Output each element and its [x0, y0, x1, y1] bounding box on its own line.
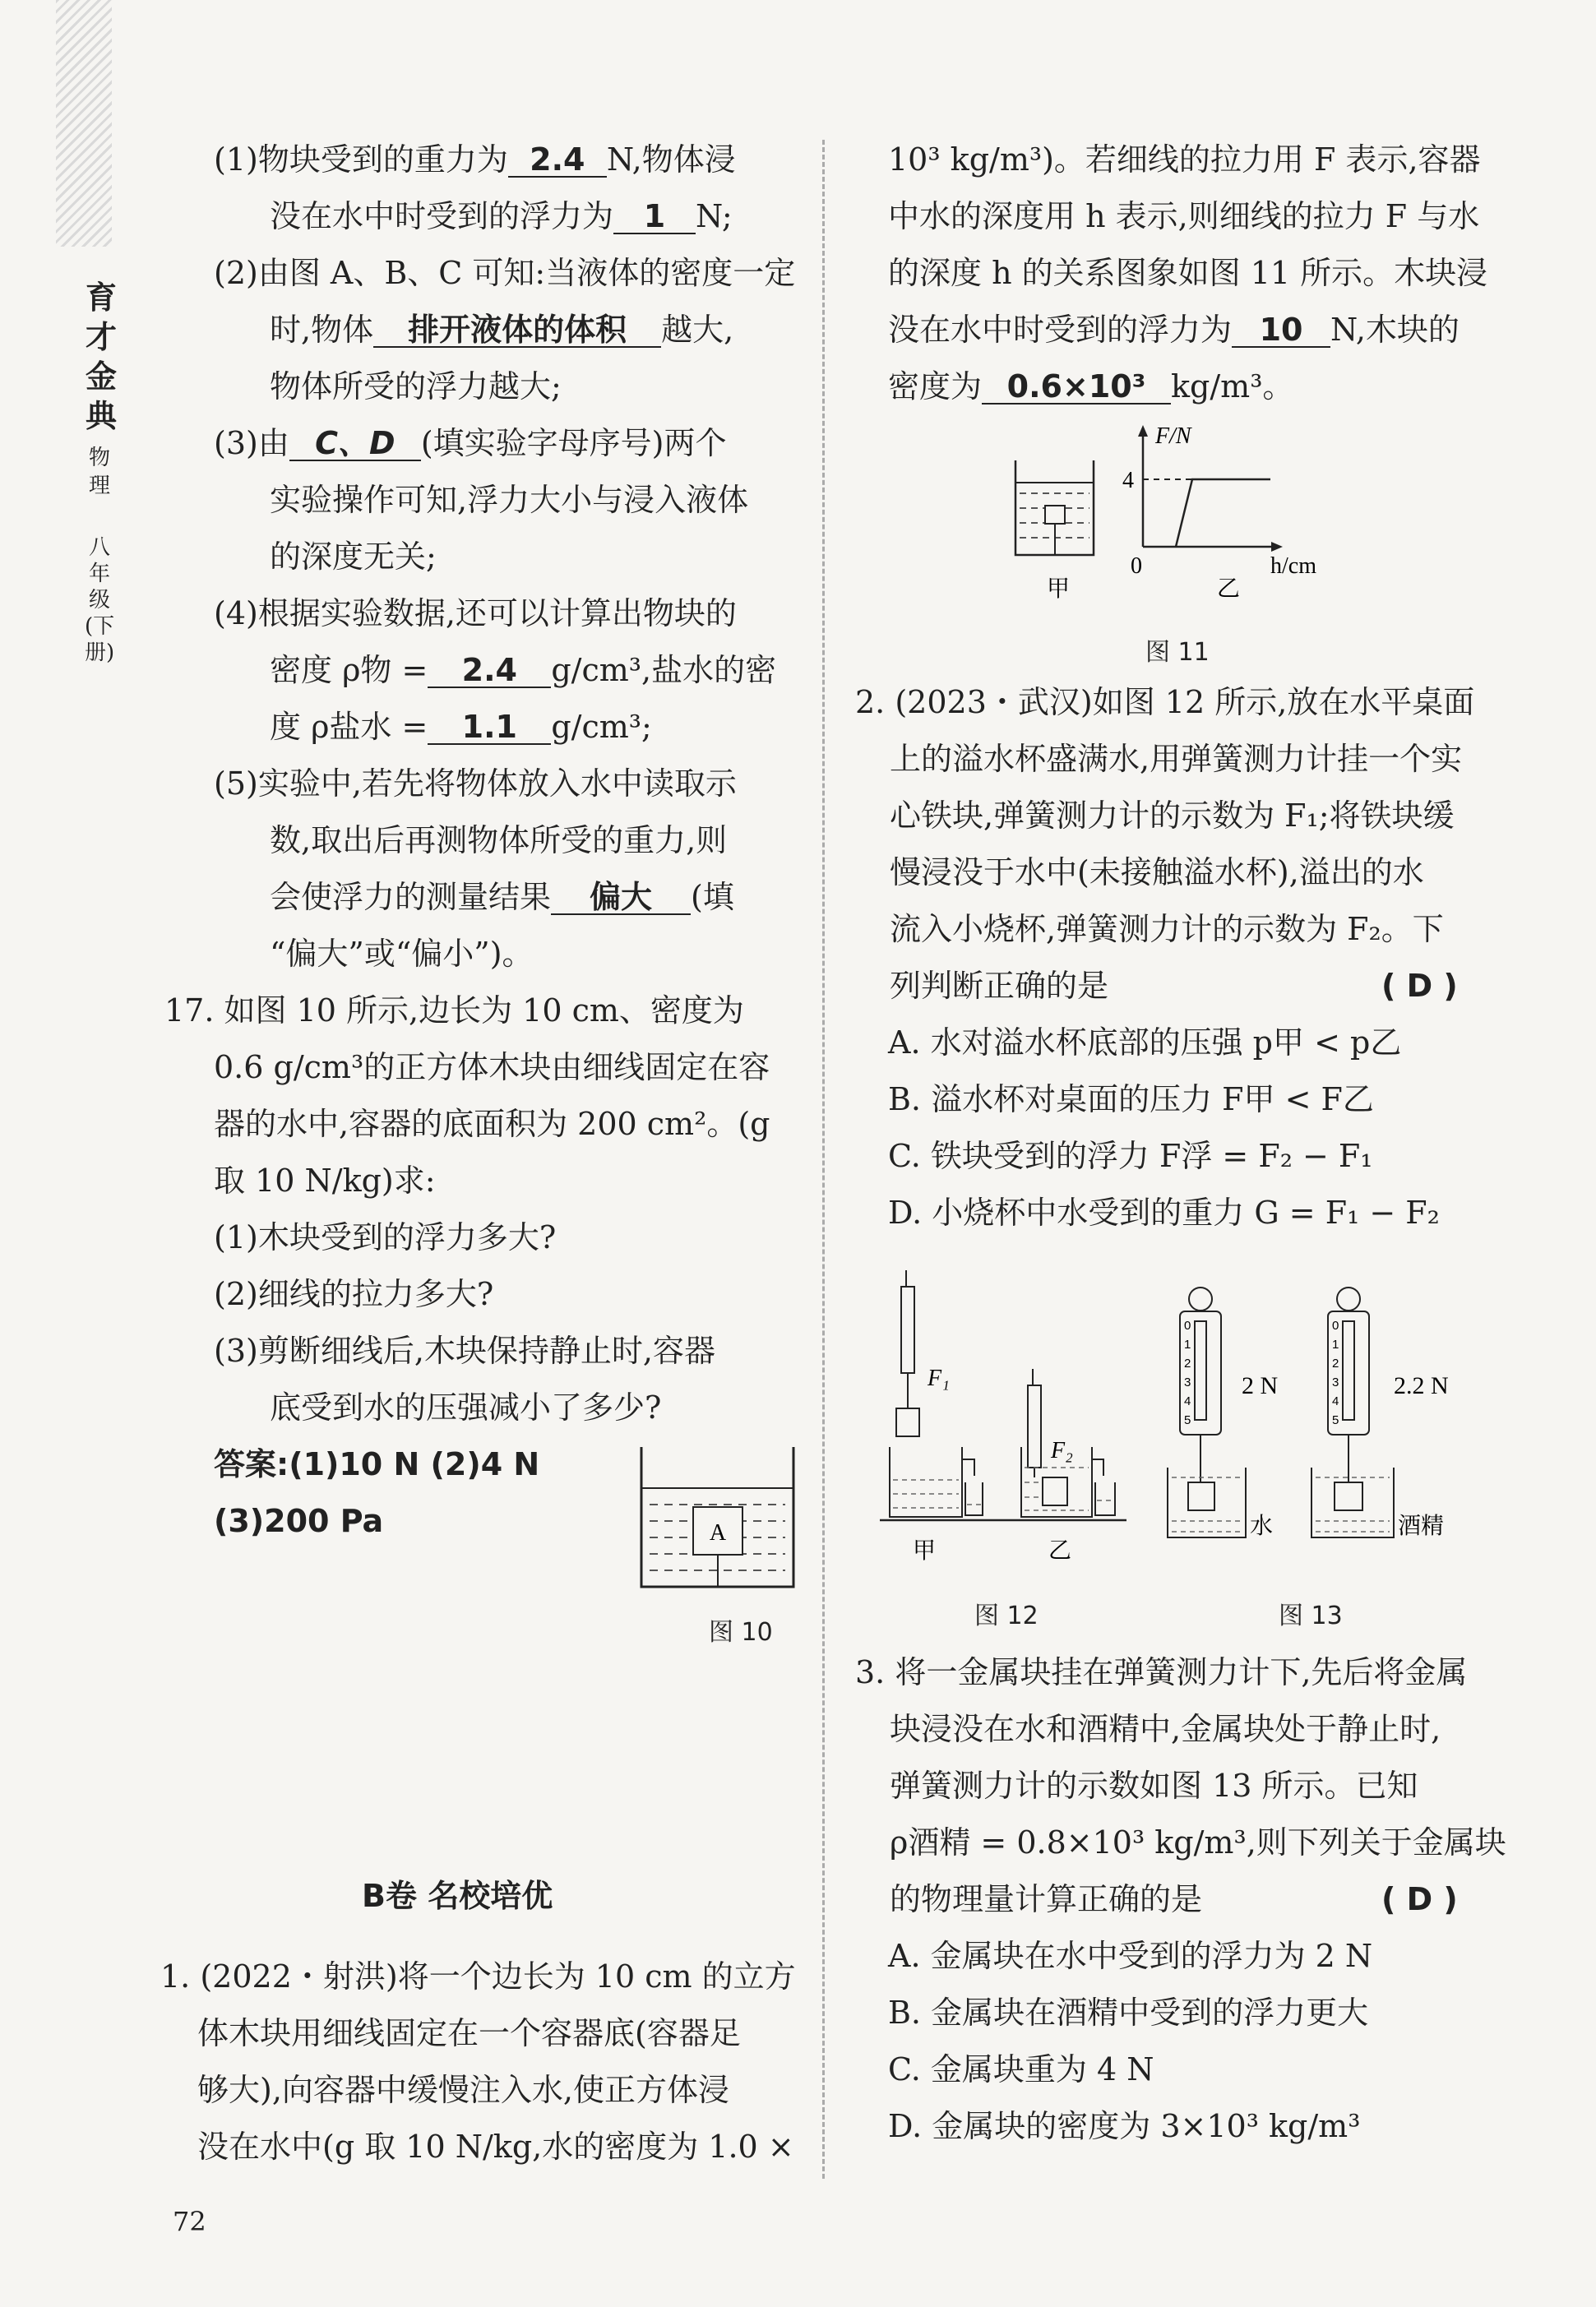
figure-10-caption: 图 10	[709, 1618, 773, 1647]
text: N;	[696, 198, 733, 234]
tick: 0	[1184, 1319, 1191, 1333]
q16-line: 实验操作可知,浮力大小与浸入液体	[270, 482, 749, 518]
q16-line: 的深度无关;	[270, 539, 437, 575]
tick: 5	[1332, 1413, 1339, 1427]
b2-option: B. 溢水杯对桌面的压力 F甲 < F乙	[888, 1081, 1374, 1117]
reading-water: 2 N	[1242, 1372, 1279, 1399]
b2-option: A. 水对溢水杯底部的压强 p甲 < p乙	[888, 1024, 1402, 1061]
spout-1	[962, 1459, 974, 1476]
text: 的物理量计算正确的是	[890, 1881, 1203, 1917]
overflow-cup-1	[890, 1447, 962, 1517]
text: N,物体浸	[606, 141, 736, 178]
sidebar-brand: 育才金典	[85, 279, 117, 434]
scale-ticks-1	[1184, 1319, 1191, 1427]
sidebar-subject: 物理	[88, 446, 110, 498]
scale-ticks-2	[1332, 1319, 1339, 1427]
f2-label: F₂	[1051, 1438, 1073, 1463]
b1-line: 中水的深度用 h 表示,则细线的拉力 F 与水	[888, 198, 1480, 234]
answer-blank: 1	[613, 200, 696, 234]
b2-answer: ( D )	[1381, 968, 1458, 1004]
small-beaker-2	[1095, 1482, 1115, 1515]
b3-line	[855, 1871, 1529, 1928]
scale-slot-2	[1343, 1321, 1354, 1420]
text: (3)由	[214, 425, 289, 461]
f1-label: F₁	[928, 1366, 950, 1391]
ring-1	[1189, 1288, 1212, 1311]
answer-blank: 1.1	[428, 710, 551, 745]
sub-label-right: 乙	[1217, 575, 1241, 602]
q17-answer: 答案:(1)10 N (2)4 N	[214, 1446, 540, 1482]
text: (填	[691, 879, 734, 915]
scale-slot-1	[1195, 1321, 1206, 1420]
b2-option: D. 小烧杯中水受到的重力 G = F₁ − F₂	[888, 1195, 1440, 1231]
tick: 2	[1184, 1357, 1191, 1371]
y-label: F/N	[1155, 423, 1191, 449]
b1-line: 体木块用细线固定在一个容器底(容器足	[197, 2015, 741, 2051]
tick: 1	[1184, 1338, 1191, 1352]
q16-line	[164, 642, 806, 699]
tick: 3	[1184, 1375, 1191, 1389]
q17-line: (3)剪断细线后,木块保持静止时,容器	[214, 1333, 715, 1369]
answer-blank: 0.6×10³	[982, 370, 1171, 405]
figure-13-caption: 图 13	[1279, 1602, 1343, 1630]
q17-line: 取 10 N/kg)求:	[214, 1163, 436, 1199]
page-number: 72	[173, 2206, 206, 2237]
text: (填实验字母序号)两个	[420, 425, 727, 461]
tick: 5	[1184, 1413, 1191, 1427]
answer-blank: 偏大	[551, 881, 691, 915]
spout-2	[1092, 1459, 1103, 1476]
sub-label-left: 甲	[913, 1537, 937, 1564]
text: 度 ρ盐水 =	[270, 709, 428, 745]
text: kg/m³。	[1171, 368, 1294, 405]
figure-13	[1155, 1270, 1484, 1583]
right-column-q3	[855, 1644, 1529, 2155]
spring-scale-2	[1028, 1385, 1041, 1468]
figure-12	[880, 1270, 1126, 1583]
text: 密度 ρ物 =	[270, 652, 428, 688]
q16-line: 数,取出后再测物体所受的重力,则	[270, 822, 728, 858]
b3-line: ρ酒精 = 0.8×10³ kg/m³,则下列关于金属块	[890, 1824, 1506, 1861]
iron-block-2	[1043, 1477, 1067, 1505]
block-label: A	[709, 1520, 727, 1546]
answer-blank: C、D	[289, 427, 421, 461]
sidebar-grade: 八年级(下册)	[85, 535, 115, 665]
q17-line: 17. 如图 10 所示,边长为 10 cm、密度为	[164, 992, 744, 1029]
q16-line	[164, 415, 806, 472]
text: g/cm³,盐水的密	[551, 652, 777, 688]
metal-block-1	[1188, 1482, 1214, 1510]
b1-line: 够大),向容器中缓慢注入水,使正方体浸	[197, 2072, 729, 2108]
text: 没在水中时受到的浮力为	[888, 312, 1233, 348]
answer-blank: 排开液体的体积	[373, 313, 661, 348]
b3-option: A. 金属块在水中受到的浮力为 2 N	[888, 1938, 1373, 1974]
tick: 2	[1332, 1357, 1339, 1371]
text: 列判断正确的是	[890, 968, 1109, 1004]
b3-answer: ( D )	[1381, 1881, 1458, 1917]
b2-line	[855, 958, 1529, 1015]
tick: 4	[1184, 1394, 1191, 1408]
b3-line: 块浸没在水和酒精中,金属块处于静止时,	[890, 1711, 1441, 1747]
figure-11-caption: 图 11	[1145, 638, 1210, 667]
b1-line	[888, 302, 1529, 358]
b1-line: 1. (2022・射洪)将一个边长为 10 cm 的立方	[160, 1958, 796, 1995]
y-tick: 4	[1122, 468, 1134, 493]
answer-blank: 2.4	[508, 143, 607, 178]
b2-line: 2. (2023・武汉)如图 12 所示,放在水平桌面	[855, 684, 1475, 720]
right-column-top	[888, 132, 1529, 415]
liquid-label-alcohol: 酒精	[1398, 1512, 1445, 1539]
tick: 3	[1332, 1375, 1339, 1389]
b2-line: 心铁块,弹簧测力计的示数为 F₁;将铁块缓	[890, 798, 1455, 834]
text: 时,物体	[270, 312, 374, 348]
left-column	[164, 132, 806, 1550]
reading-alcohol: 2.2 N	[1394, 1372, 1449, 1399]
wood-block	[1045, 506, 1065, 524]
answer-blank: 2.4	[428, 654, 551, 688]
figure-12-caption: 图 12	[974, 1602, 1039, 1630]
tick: 0	[1332, 1319, 1339, 1333]
q16-line: (4)根据实验数据,还可以计算出物块的	[214, 595, 737, 631]
b3-line: 3. 将一金属块挂在弹簧测力计下,先后将金属	[855, 1654, 1468, 1690]
q16-line: 物体所受的浮力越大;	[270, 368, 562, 405]
b3-line: 弹簧测力计的示数如图 13 所示。已知	[890, 1768, 1418, 1804]
b1-left	[160, 1949, 802, 2175]
q16-line: (2)由图 A、B、C 可知:当液体的密度一定	[214, 255, 796, 291]
figure-10	[637, 1443, 802, 1595]
b3-option: B. 金属块在酒精中受到的浮力更大	[888, 1995, 1369, 2031]
q16-line	[164, 188, 806, 245]
b2-line: 上的溢水杯盛满水,用弹簧测力计挂一个实	[890, 741, 1463, 777]
q17-line: (2)细线的拉力多大?	[214, 1276, 494, 1312]
b1-line: 的深度 h 的关系图象如图 11 所示。木块浸	[888, 255, 1488, 291]
y-arrow-icon	[1138, 425, 1148, 437]
column-divider	[822, 140, 825, 2179]
text: 会使浮力的测量结果	[270, 879, 552, 915]
right-column-q2	[855, 674, 1529, 1241]
x-arrow-icon	[1271, 542, 1283, 552]
b3-option: C. 金属块重为 4 N	[888, 2051, 1154, 2087]
spring-scale-1	[901, 1287, 914, 1373]
q16-line: (5)实验中,若先将物体放入水中读取示	[214, 765, 737, 802]
q16-line	[164, 132, 806, 188]
origin-label: 0	[1131, 553, 1142, 579]
q17-line: 器的水中,容器的底面积为 200 cm²。(g	[214, 1106, 770, 1142]
b2-line: 慢浸没于水中(未接触溢水杯),溢出的水	[890, 854, 1424, 890]
q16-line	[164, 302, 806, 358]
text: 没在水中时受到的浮力为	[270, 198, 614, 234]
sub-label-left: 甲	[1047, 575, 1071, 602]
small-beaker-1	[965, 1482, 983, 1515]
q17-line: 0.6 g/cm³的正方体木块由细线固定在容	[214, 1049, 770, 1085]
answer-blank: 10	[1232, 313, 1330, 348]
x-label: h/cm	[1270, 553, 1316, 579]
text: (1)物块受到的重力为	[214, 141, 508, 178]
iron-block-1	[896, 1408, 919, 1436]
text: 越大,	[661, 312, 734, 348]
tick: 4	[1332, 1394, 1339, 1408]
section-title: B卷 名校培优	[362, 1878, 553, 1914]
q16-line	[164, 699, 806, 756]
figure-11	[1007, 423, 1336, 629]
b1-line: 没在水中(g 取 10 N/kg,水的密度为 1.0 ×	[197, 2129, 794, 2165]
corner-stripe-decoration	[56, 0, 112, 247]
tick: 1	[1332, 1338, 1339, 1352]
water-hatching	[893, 1468, 1113, 1510]
q16-line: “偏大”或“偏小”)。	[270, 936, 534, 972]
q17-answer: (3)200 Pa	[214, 1503, 384, 1539]
text: N,木块的	[1330, 312, 1460, 348]
q17-line: (1)木块受到的浮力多大?	[214, 1219, 557, 1255]
sub-label-right: 乙	[1048, 1537, 1072, 1564]
metal-block-2	[1335, 1482, 1362, 1510]
b2-option: C. 铁块受到的浮力 F浮 = F₂ − F₁	[888, 1138, 1373, 1174]
b2-line: 流入小烧杯,弹簧测力计的示数为 F₂。下	[890, 911, 1444, 947]
q17-line: 底受到水的压强减小了多少?	[270, 1389, 662, 1426]
b1-line: 10³ kg/m³)。若细线的拉力用 F 表示,容器	[888, 141, 1481, 178]
q16-line	[164, 869, 806, 926]
ring-2	[1337, 1288, 1360, 1311]
force-curve	[1176, 479, 1270, 547]
liquid-label-water: 水	[1250, 1512, 1274, 1539]
b3-option: D. 金属块的密度为 3×10³ kg/m³	[888, 2108, 1361, 2144]
text: g/cm³;	[551, 709, 652, 745]
b1-line	[888, 358, 1529, 415]
text: 密度为	[888, 368, 983, 405]
